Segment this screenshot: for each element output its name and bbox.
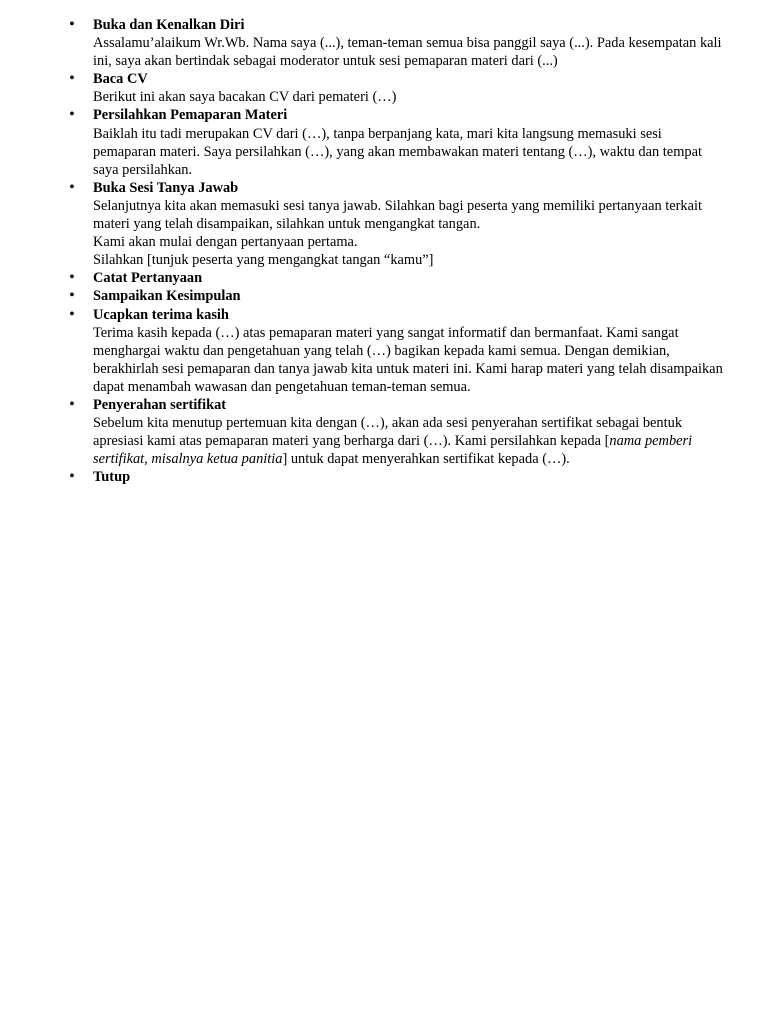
certificate-text-after: ] untuk dapat menyerahkan sertifikat kepada (…).	[282, 451, 570, 468]
list-item	[69, 70, 725, 106]
item-title: Sampaikan Kesimpulan	[93, 288, 241, 305]
bullet-icon: •	[69, 107, 75, 123]
item-paragraph: Selanjutnya kita akan memasuki sesi tanya jawab. Silahkan bagi peserta yang memiliki pertanyaan terkait materi yang telah disampaikan, silahkan untuk mengangkat tangan.	[93, 197, 703, 233]
item-paragraph	[93, 414, 725, 468]
item-body	[93, 414, 725, 468]
item-paragraph: Kami akan mulai dengan pertanyaan pertama.	[93, 234, 358, 251]
bullet-icon: •	[69, 71, 75, 87]
item-body	[93, 34, 725, 70]
list-item	[69, 306, 725, 396]
list-item	[69, 396, 725, 468]
moderator-outline-list	[69, 16, 725, 486]
item-paragraph: Baiklah itu tadi merupakan CV dari (…), tanpa berpanjang kata, mari kita langsung memasuki sesi pemaparan materi. Saya persilahkan (…), yang akan membawakan materi tentang (…), waktu dan tempat saya persilahkan.	[93, 125, 702, 178]
item-paragraph: Silahkan [tunjuk peserta yang mengangkat tangan “kamu”]	[93, 252, 434, 269]
bullet-icon: •	[69, 17, 75, 32]
list-item	[69, 106, 725, 178]
bullet-icon: •	[69, 179, 75, 195]
item-title: Buka Sesi Tanya Jawab	[93, 179, 239, 196]
bullet-icon: •	[69, 469, 75, 485]
item-title: Tutup	[93, 469, 131, 486]
item-body	[93, 324, 725, 396]
item-body	[93, 88, 725, 106]
item-title: Persilahkan Pemaparan Materi	[93, 107, 288, 124]
bullet-icon: •	[69, 288, 75, 304]
list-item	[69, 16, 725, 70]
item-title: Buka dan Kenalkan Diri	[93, 17, 245, 33]
bullet-icon: •	[69, 270, 75, 286]
item-title: Catat Pertanyaan	[93, 270, 203, 287]
list-item	[69, 269, 725, 287]
item-title: Baca CV	[93, 71, 148, 88]
list-item	[69, 287, 725, 305]
item-paragraph: Terima kasih kepada (…) atas pemaparan materi yang sangat informatif dan bermanfaat. Kami sangat menghargai waktu dan pengetahuan yang telah (…) bagikan kepada kami semua. Dengan demikian, berakhirlah sesi pemaparan dan tanya jawab kita untuk materi ini. Kami harap materi yang telah disampaikan dapat menambah wawasan dan pengetahuan teman-teman semua.	[93, 324, 723, 395]
item-paragraph: Assalamu’alaikum Wr.Wb. Nama saya (...), teman-teman semua bisa panggil saya (...). Pada kesempatan kali ini, saya akan bertindak sebagai moderator untuk sesi pemaparan materi dari (...)	[93, 35, 722, 70]
item-body	[93, 197, 725, 269]
list-item	[69, 468, 725, 486]
item-title: Ucapkan terima kasih	[93, 306, 229, 323]
certificate-text-before: Sebelum kita menutup pertemuan kita dengan (…), akan ada sesi penyerahan sertifikat sebagai bentuk apresiasi kami atas pemaparan materi yang berharga dari (…). Kami persilahkan kepada [	[93, 415, 683, 450]
certificate-giver-placeholder: nama pemberi sertifikat, misalnya ketua panitia	[93, 433, 693, 468]
bullet-icon: •	[69, 396, 75, 412]
bullet-icon: •	[69, 306, 75, 322]
item-title: Penyerahan sertifikat	[93, 396, 227, 413]
item-body	[93, 125, 725, 179]
list-item	[69, 179, 725, 269]
item-paragraph: Berikut ini akan saya bacakan CV dari pemateri (…)	[93, 89, 397, 106]
